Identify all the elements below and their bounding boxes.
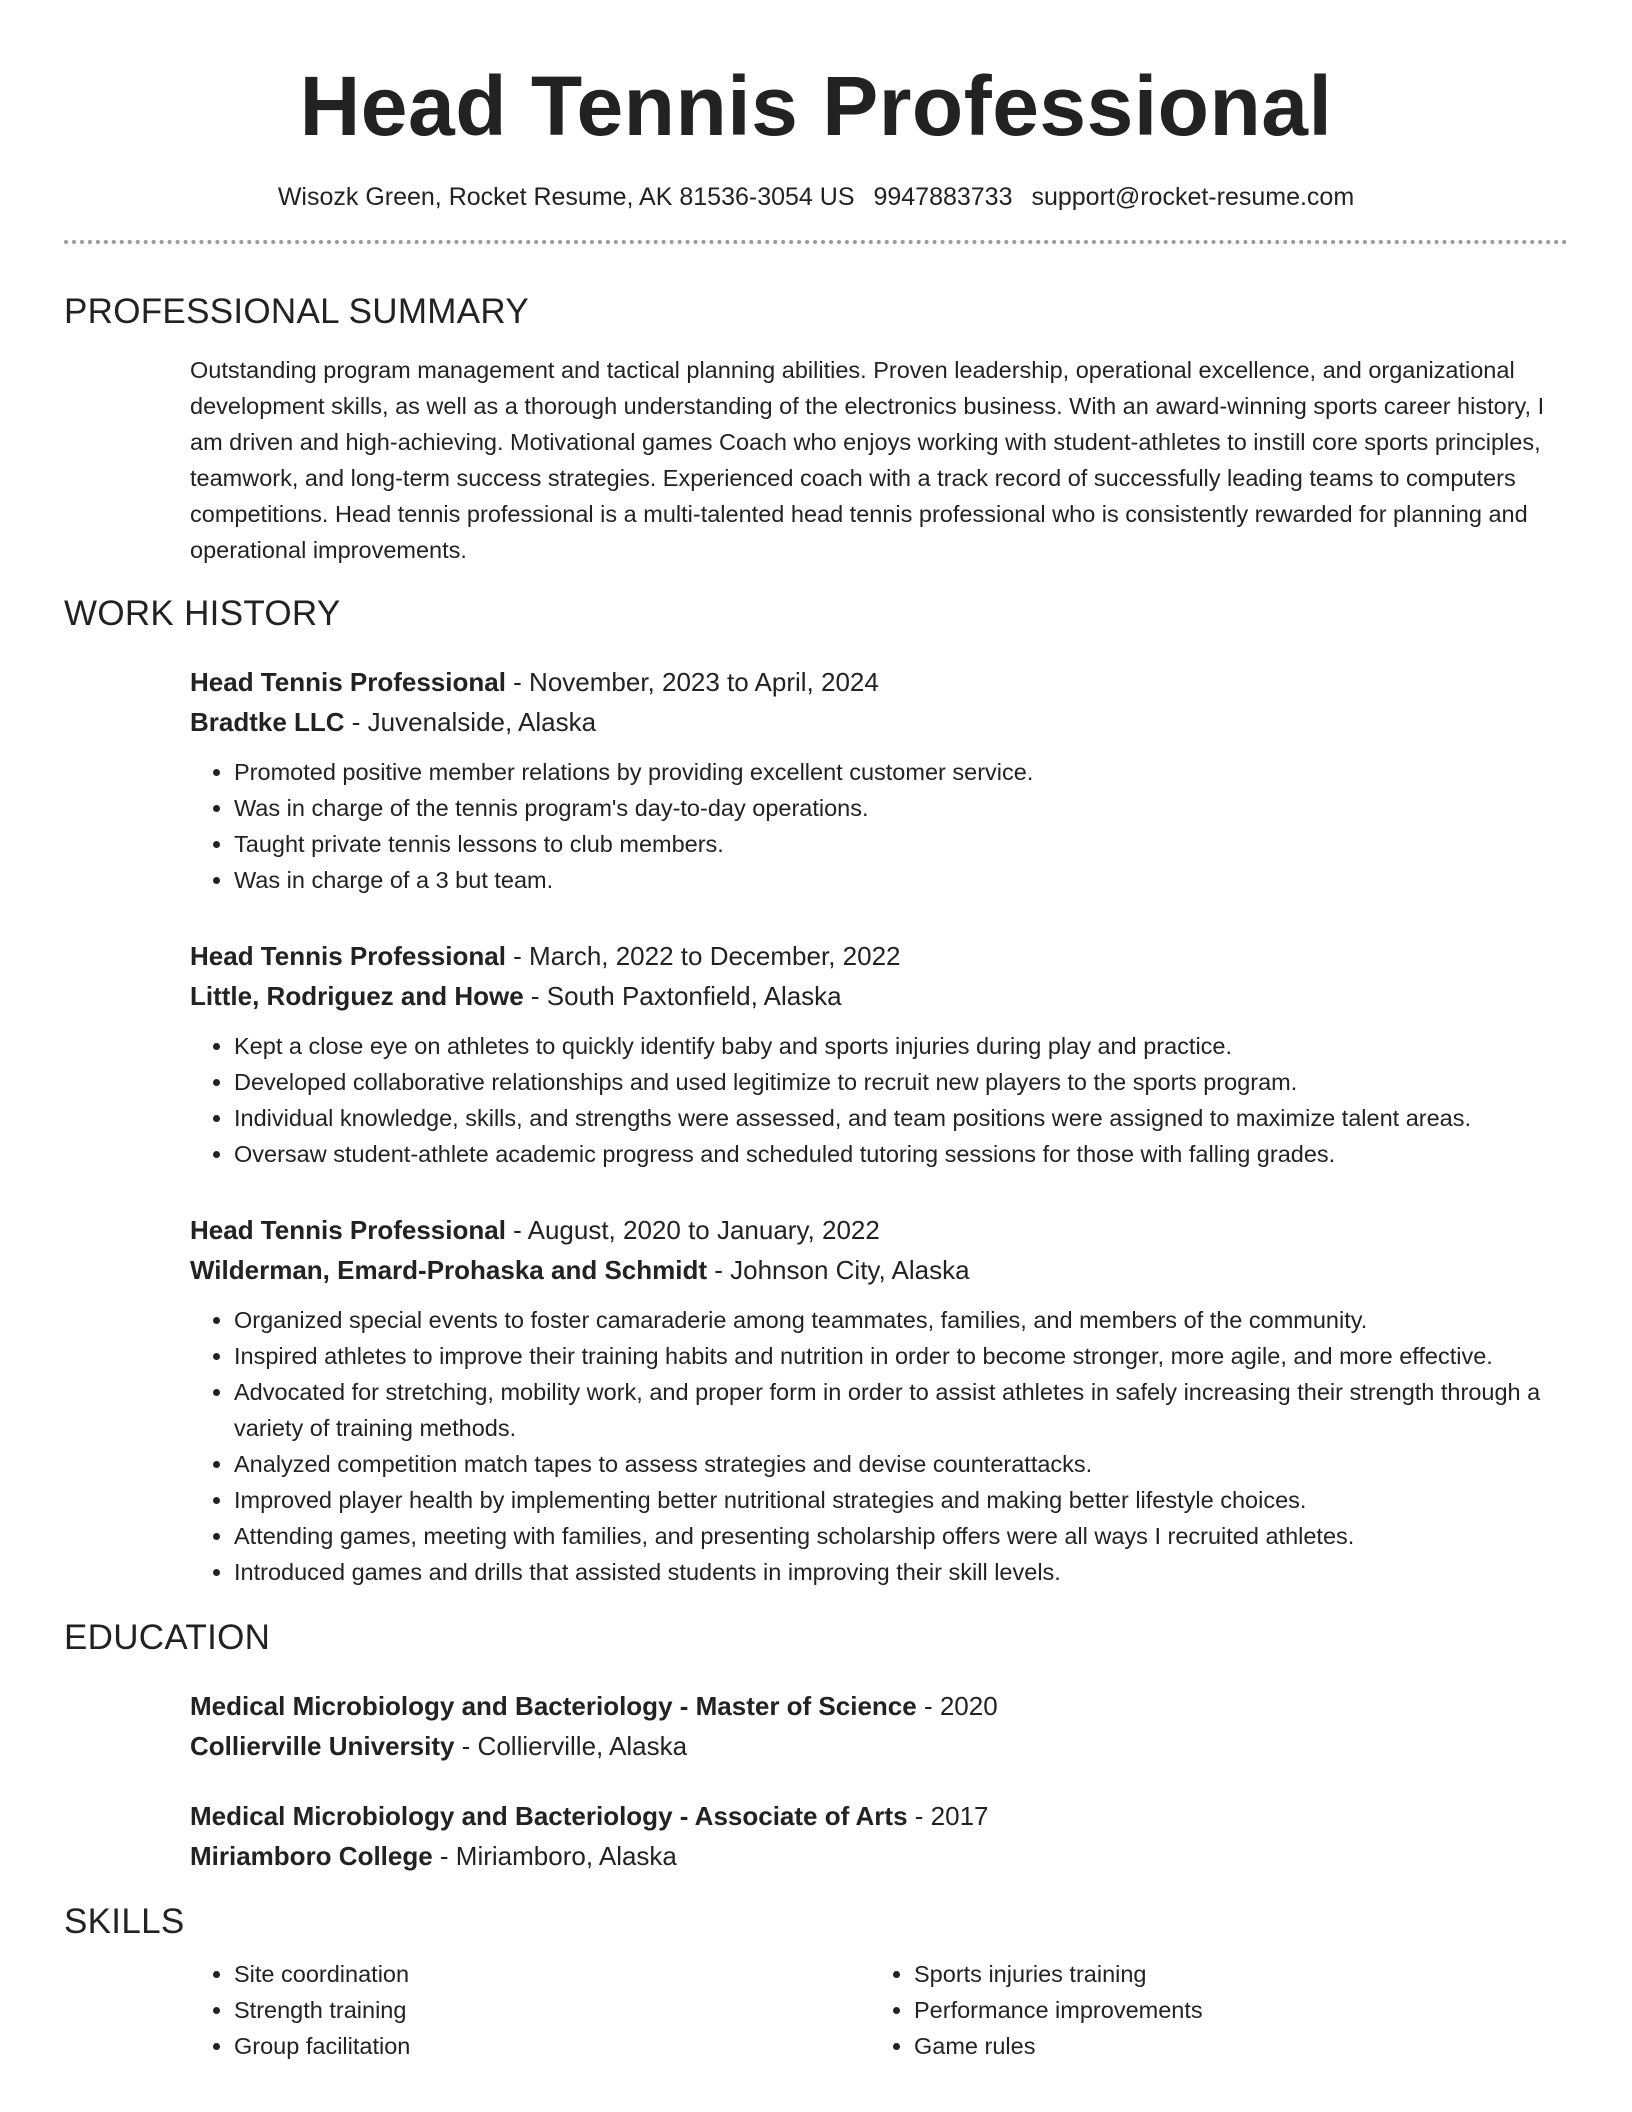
bullet-item: • Introduced games and drills that assisted students in improving their skill levels. xyxy=(234,1554,1568,1590)
job-company: Bradtke LLC xyxy=(190,707,345,737)
job-role: Head Tennis Professional xyxy=(190,667,506,697)
degree-year: - 2020 xyxy=(916,1691,998,1721)
job-location: - Johnson City, Alaska xyxy=(707,1255,970,1285)
job-dates: - August, 2020 to January, 2022 xyxy=(505,1215,880,1245)
degree-line xyxy=(190,1796,1568,1836)
degree-name: Medical Microbiology and Bacteriology - Master of Science xyxy=(190,1691,917,1721)
bullet-item: • Kept a close eye on athletes to quickly identify baby and sports injuries during play and practice. xyxy=(234,1028,1568,1064)
job-bullets xyxy=(190,1028,1568,1172)
bullet-item: • Was in charge of a 3 but team. xyxy=(234,862,1568,898)
job-dates: - November, 2023 to April, 2024 xyxy=(505,667,879,697)
education-section xyxy=(190,1686,1568,1876)
job-role: Head Tennis Professional xyxy=(190,1215,506,1245)
skills-column-right xyxy=(870,1956,1550,2064)
header-divider xyxy=(64,240,1568,244)
skills-grid xyxy=(190,1956,1568,2064)
education-entry xyxy=(190,1686,1568,1766)
job-dates: - March, 2022 to December, 2022 xyxy=(505,941,901,971)
summary-text: Outstanding program management and tactical planning abilities. Proven leadership, operational excellence, and organizational development skills, as well as a thorough understanding of the electronics business. With an award-winning sports career history, I am driven and high-achieving. Motivational games Coach who enjoys working with student-athletes to instill core sports principles, teamwork, and long-term success strategies. Experienced coach with a track record of successfully leading teams to computers competitions. Head tennis professional is a multi-talented head tennis professional who is consistently rewarded for planning and operational improvements. xyxy=(190,357,1545,563)
bullet-item: • Advocated for stretching, mobility work, and proper form in order to assist athletes in safely increasing their strength through a variety of training methods. xyxy=(234,1374,1568,1446)
job-bullets xyxy=(190,754,1568,898)
education-heading: EDUCATION xyxy=(64,1618,271,1657)
summary-heading: PROFESSIONAL SUMMARY xyxy=(64,292,529,331)
skills-column-left xyxy=(190,1956,870,2064)
bullet-item: • Promoted positive member relations by providing excellent customer service. xyxy=(234,754,1568,790)
job-title-line xyxy=(190,1210,1568,1250)
skill-item: • Site coordination xyxy=(234,1956,870,1992)
candidate-name: Head Tennis Professional xyxy=(299,59,1333,153)
job-company-line xyxy=(190,1250,1568,1290)
job-title-line xyxy=(190,936,1568,976)
bullet-item: • Analyzed competition match tapes to assess strategies and devise counterattacks. xyxy=(234,1446,1568,1482)
bullet-item: • Developed collaborative relationships and used legitimize to recruit new players to the sports program. xyxy=(234,1064,1568,1100)
job-company: Little, Rodriguez and Howe xyxy=(190,981,524,1011)
resume-page xyxy=(64,0,1568,2064)
bullet-item: • Was in charge of the tennis program's day-to-day operations. xyxy=(234,790,1568,826)
job-entry xyxy=(190,936,1568,1172)
school-name: Collierville University xyxy=(190,1731,455,1761)
contact-line xyxy=(64,182,1568,212)
job-company: Wilderman, Emard-Prohaska and Schmidt xyxy=(190,1255,708,1285)
job-location: - South Paxtonfield, Alaska xyxy=(523,981,842,1011)
skills-section xyxy=(190,1956,1568,2064)
bullet-item: • Taught private tennis lessons to club members. xyxy=(234,826,1568,862)
job-company-line xyxy=(190,976,1568,1016)
bullet-item: • Improved player health by implementing better nutritional strategies and making better lifestyle choices. xyxy=(234,1482,1568,1518)
degree-name: Medical Microbiology and Bacteriology - Associate of Arts xyxy=(190,1801,908,1831)
skill-item: • Game rules xyxy=(914,2028,1550,2064)
contact-phone: 9947883733 xyxy=(873,183,1013,211)
job-location: - Juvenalside, Alaska xyxy=(344,707,597,737)
school-line xyxy=(190,1726,1568,1766)
degree-line xyxy=(190,1686,1568,1726)
skill-item: • Sports injuries training xyxy=(914,1956,1550,1992)
bullet-item: • Individual knowledge, skills, and strengths were assessed, and team positions were assigned to maximize talent areas. xyxy=(234,1100,1568,1136)
school-name: Miriamboro College xyxy=(190,1841,433,1871)
skill-item: • Performance improvements xyxy=(914,1992,1550,2028)
bullet-item: • Oversaw student-athlete academic progress and scheduled tutoring sessions for those with falling grades. xyxy=(234,1136,1568,1172)
skill-item: • Group facilitation xyxy=(234,2028,870,2064)
bullet-item: • Organized special events to foster camaraderie among teammates, families, and members of the community. xyxy=(234,1302,1568,1338)
school-location: - Collierville, Alaska xyxy=(454,1731,688,1761)
school-location: - Miriamboro, Alaska xyxy=(432,1841,677,1871)
education-entry xyxy=(190,1796,1568,1876)
skills-heading: SKILLS xyxy=(64,1902,185,1941)
contact-address: Wisozk Green, Rocket Resume, AK 81536-3054 US xyxy=(277,183,855,211)
job-company-line xyxy=(190,702,1568,742)
job-bullets xyxy=(190,1302,1568,1590)
job-entry xyxy=(190,662,1568,898)
work-history-section xyxy=(190,662,1568,1590)
contact-email: support@rocket-resume.com xyxy=(1031,183,1355,211)
job-entry xyxy=(190,1210,1568,1590)
summary-section xyxy=(190,352,1568,568)
degree-year: - 2017 xyxy=(907,1801,989,1831)
job-title-line xyxy=(190,662,1568,702)
skill-item: • Strength training xyxy=(234,1992,870,2028)
school-line xyxy=(190,1836,1568,1876)
work-history-heading: WORK HISTORY xyxy=(64,594,341,633)
job-role: Head Tennis Professional xyxy=(190,941,506,971)
bullet-item: • Attending games, meeting with families, and presenting scholarship offers were all ways I recruited athletes. xyxy=(234,1518,1568,1554)
bullet-item: • Inspired athletes to improve their training habits and nutrition in order to become stronger, more agile, and more effective. xyxy=(234,1338,1568,1374)
